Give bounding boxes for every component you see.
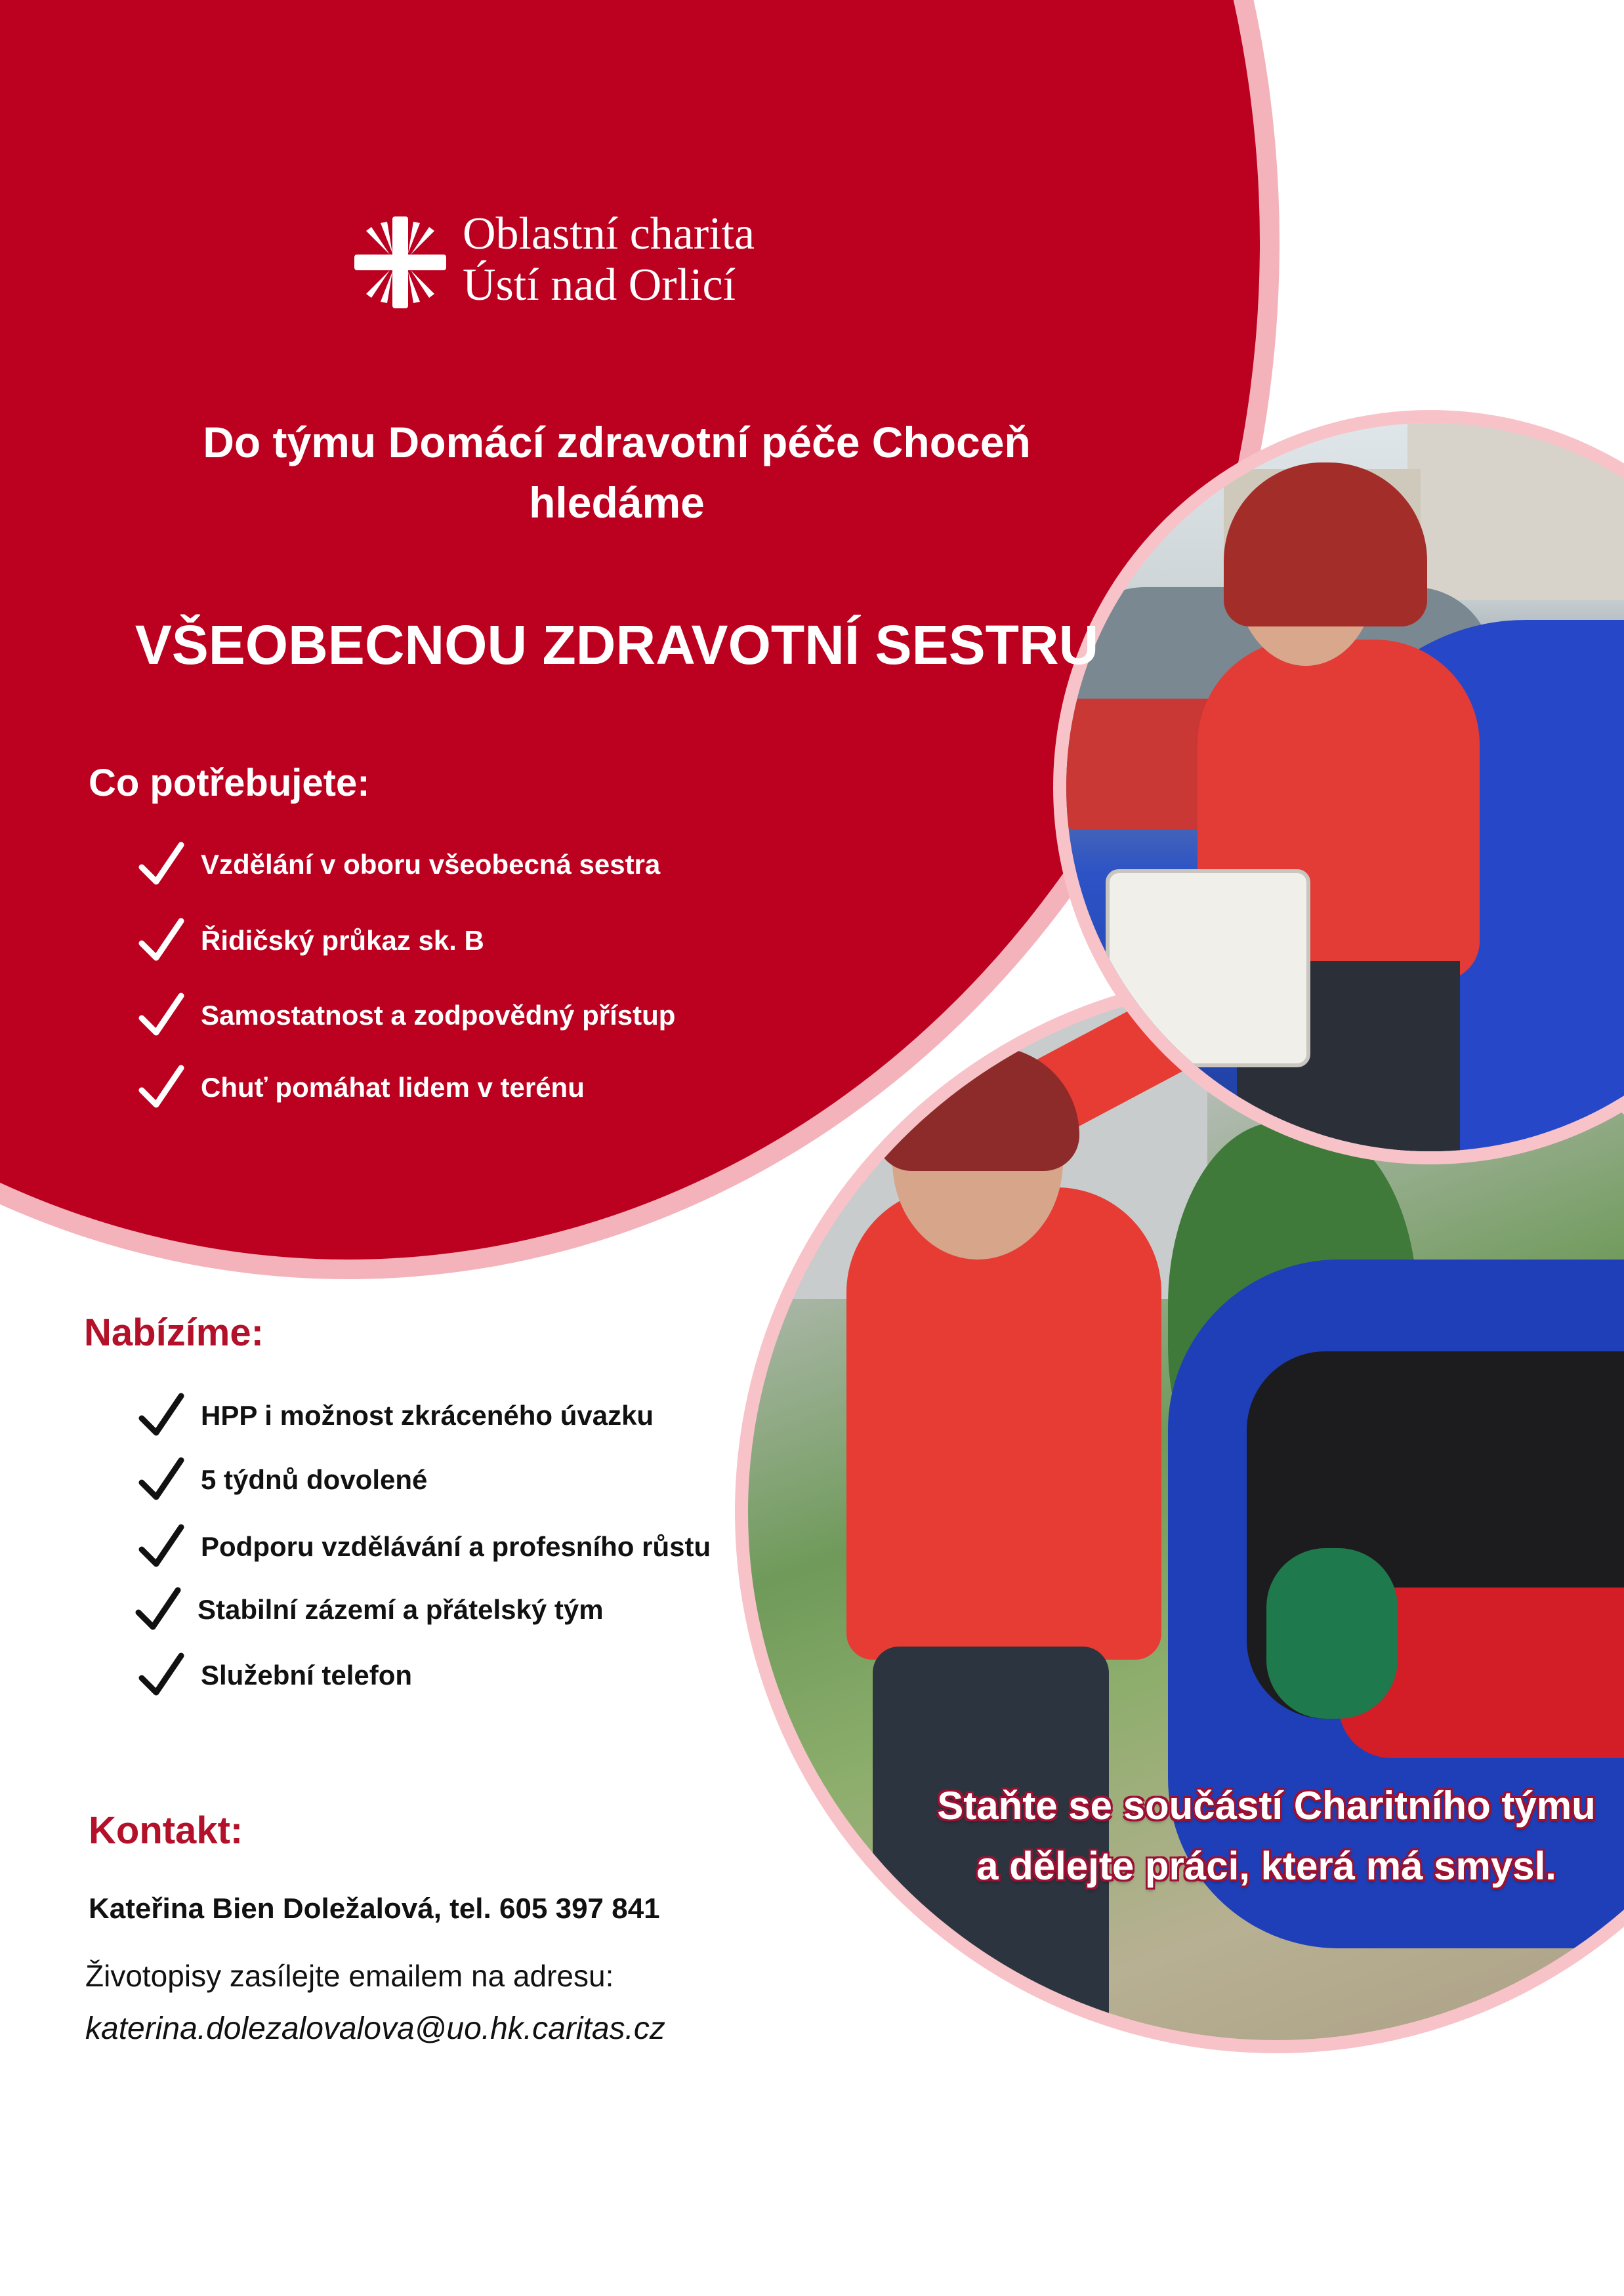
offer-item-label: 5 týdnů dovolené [201, 1464, 428, 1495]
needs-item [138, 917, 484, 964]
headline-line2: hledáme [529, 478, 705, 527]
checkmark-icon [138, 1392, 185, 1439]
offer-item-label: Podporu vzdělávání a profesního růstu [201, 1531, 711, 1562]
position-title: VŠEOBECNOU ZDRAVOTNÍ SESTRU [135, 614, 1099, 676]
needs-item-label: Samostatnost a zodpovědný přístup [201, 1000, 676, 1031]
offer-item [138, 1652, 412, 1699]
checkmark-icon [138, 841, 185, 888]
offer-title: Nabízíme: [84, 1311, 264, 1354]
offer-item-label: HPP i možnost zkráceného úvazku [201, 1400, 654, 1431]
contact-person: Kateřina Bien Doležalová, tel. 605 397 841 [89, 1893, 660, 1925]
offer-item [138, 1523, 711, 1570]
logo-line2: Ústí nad Orlicí [463, 260, 736, 310]
checkmark-icon [138, 992, 185, 1039]
slogan-line2: a dělejte práci, která má smysl. [976, 1844, 1556, 1888]
checkmark-icon [138, 1064, 185, 1111]
needs-item-label: Chuť pomáhat lidem v terénu [201, 1072, 585, 1103]
headline-line1: Do týmu Domácí zdravotní péče Choceň [203, 418, 1031, 466]
needs-item [138, 841, 660, 888]
slogan-line1: Staňte se součástí Charitního týmu [937, 1784, 1596, 1828]
checkmark-icon [138, 1652, 185, 1699]
offer-item [138, 1392, 654, 1439]
caritas-cross-icon [354, 216, 446, 308]
needs-item [138, 992, 675, 1039]
contact-email-link[interactable]: katerina.dolezalovalova@uo.hk.caritas.cz [85, 2011, 665, 2046]
needs-item-label: Vzdělání v oboru všeobecná sestra [201, 849, 661, 880]
checkmark-icon [138, 1456, 185, 1504]
headline [92, 412, 1142, 533]
offer-item [138, 1456, 427, 1504]
checkmark-icon [138, 917, 185, 964]
logo-line1: Oblastní charita [463, 209, 755, 259]
contact-title: Kontakt: [89, 1809, 243, 1852]
cv-instructions: Životopisy zasílejte emailem na adresu: [85, 1959, 614, 1993]
checkmark-icon [135, 1586, 182, 1633]
offer-item-label: Stabilní zázemí a přátelský tým [198, 1594, 604, 1625]
checkmark-icon [138, 1523, 185, 1570]
needs-title: Co potřebujete: [89, 762, 370, 804]
needs-item [138, 1064, 585, 1111]
offer-item-label: Služební telefon [201, 1660, 413, 1691]
needs-item-label: Řidičský průkaz sk. B [201, 925, 484, 956]
offer-item [135, 1586, 604, 1633]
logo-text [463, 209, 755, 311]
